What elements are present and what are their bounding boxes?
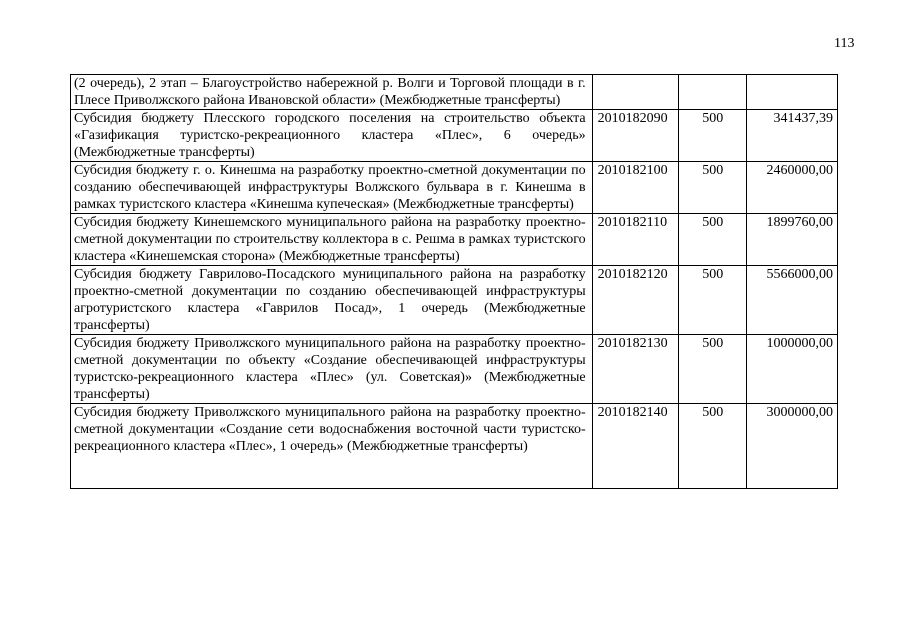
row-expense-type: 500 — [679, 335, 747, 404]
row-description: Субсидия бюджету Приволжского муниципального района на разработку проектно-сметной документации «Создание сети водоснабжения восточной части туристско-рекреационного кластера «Плес», 1 очередь» (Межбюджетные трансферты) — [71, 404, 593, 489]
row-description: Субсидия бюджету Кинешемского муниципального района на разработку проектно-сметной документации по строительству коллектора в с. Решма в рамках туристского кластера «Кинешемская сторона» (Межбюджетные трансферты) — [71, 214, 593, 266]
row-expense-type — [679, 75, 747, 110]
row-expense-type: 500 — [679, 404, 747, 489]
row-description: Субсидия бюджету Приволжского муниципального района на разработку проектно-сметной документации по объекту «Создание обеспечивающей инфраструктуры туристско-рекреационного кластера «Плес» (ул. Советская)» (Межбюджетные трансферты) — [71, 335, 593, 404]
row-amount: 2460000,00 — [747, 162, 838, 214]
row-description: (2 очередь), 2 этап – Благоустройство набережной р. Волги и Торговой площади в г. Плесе Приволжского района Ивановской области» (Межбюджетные трансферты) — [71, 75, 593, 110]
table-row — [71, 266, 838, 335]
row-amount: 1899760,00 — [747, 214, 838, 266]
table-row — [71, 404, 838, 489]
budget-table — [70, 74, 838, 489]
row-description: Субсидия бюджету г. о. Кинешма на разработку проектно-сметной документации по созданию обеспечивающей инфраструктуры Волжского бульвара в г. Кинешма в рамках туристского кластера «Кинешма купеческая» (Межбюджетные трансферты) — [71, 162, 593, 214]
row-expense-type: 500 — [679, 214, 747, 266]
row-amount: 5566000,00 — [747, 266, 838, 335]
row-amount — [747, 75, 838, 110]
row-target-code: 2010182120 — [592, 266, 679, 335]
row-expense-type: 500 — [679, 162, 747, 214]
row-expense-type: 500 — [679, 110, 747, 162]
row-target-code: 2010182110 — [592, 214, 679, 266]
page-number: 113 — [834, 36, 855, 51]
row-description: Субсидия бюджету Плесского городского поселения на строительство объекта «Газификация туристско-рекреационного кластера «Плес», 6 очередь» (Межбюджетные трансферты) — [71, 110, 593, 162]
row-target-code: 2010182130 — [592, 335, 679, 404]
row-target-code — [592, 75, 679, 110]
table-row — [71, 162, 838, 214]
row-target-code: 2010182140 — [592, 404, 679, 489]
row-amount: 1000000,00 — [747, 335, 838, 404]
row-target-code: 2010182090 — [592, 110, 679, 162]
row-description: Субсидия бюджету Гаврилово-Посадского муниципального района на разработку проектно-сметной документации по созданию обеспечивающей инфраструктуры агротуристского кластера «Гаврилов Посад», 1 очередь (Межбюджетные трансферты) — [71, 266, 593, 335]
table-row — [71, 75, 838, 110]
table-row — [71, 110, 838, 162]
table-row — [71, 335, 838, 404]
row-amount: 3000000,00 — [747, 404, 838, 489]
table-row — [71, 214, 838, 266]
row-expense-type: 500 — [679, 266, 747, 335]
row-amount: 341437,39 — [747, 110, 838, 162]
row-target-code: 2010182100 — [592, 162, 679, 214]
